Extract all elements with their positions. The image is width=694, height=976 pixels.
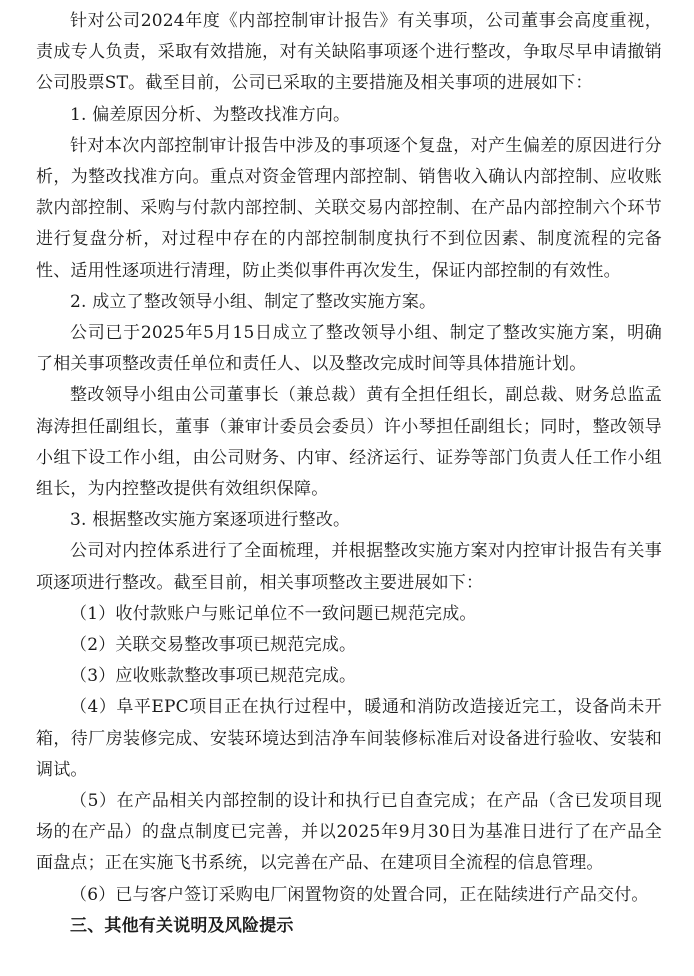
progress-item-5: （5）在产品相关内部控制的设计和执行已自查完成；在产品（含已发项目现场的在产品）的盘点制度已完善，并以2025年9月30日为基准日进行了在产品全面盘点；正在实施飞书系统，以完善在产品、在建项目全流程的信息管理。 <box>36 791 662 874</box>
leadership-group-paragraph: 整改领导小组由公司董事长（兼总裁）黄有全担任组长，副总裁、财务总监孟海涛担任副组长，董事（兼审计委员会委员）许小琴担任副组长；同时，整改领导小组下设工作小组，由公司财务、内审、经济运行、证券等部门负责人任工作小组组长，为内控整改提供有效组织保障。 <box>36 385 662 500</box>
document-page <box>36 6 662 942</box>
subheading-deviation-analysis: 1. 偏差原因分析、为整改找准方向。 <box>70 104 351 125</box>
progress-item-6: （6）已与客户签订采购电厂闲置物资的处置合同，正在陆续进行产品交付。 <box>70 884 649 905</box>
subheading-rectification-group: 2. 成立了整改领导小组、制定了整改实施方案。 <box>70 291 437 312</box>
progress-item-1: （1）收付款账户与账记单位不一致问题已规范完成。 <box>70 603 477 624</box>
section-heading-other-notes-risks: 三、其他有关说明及风险提示 <box>70 915 294 936</box>
subheading-itemized-rectification: 3. 根据整改实施方案逐项进行整改。 <box>70 510 351 531</box>
intro-paragraph: 针对公司2024年度《内部控制审计报告》有关事项，公司董事会高度重视，责成专人负责，采取有效措施，对有关缺陷事项逐个进行整改，争取尽早申请撤销公司股票ST。截至目前，公司已采取的主要措施及相关事项的进展如下： <box>36 11 662 94</box>
progress-item-3: （3）应收账款整改事项已规范完成。 <box>70 666 357 687</box>
deviation-analysis-paragraph: 针对本次内部控制审计报告中涉及的事项逐个复盘，对产生偏差的原因进行分析，为整改找准方向。重点对资金管理内部控制、销售收入确认内部控制、应收账款内部控制、采购与付款内部控制、关联交易内部控制、在产品内部控制六个环节进行复盘分析，对过程中存在的内部控制制度执行不到位因素、制度流程的完备性、适用性逐项进行清理，防止类似事件再次发生，保证内部控制的有效性。 <box>36 135 662 281</box>
progress-item-4: （4）阜平EPC项目正在执行过程中，暖通和消防改造接近完工，设备尚未开箱，待厂房装修完成、安装环境达到洁净车间装修标准后对设备进行验收、安装和调试。 <box>36 697 662 780</box>
itemized-rectification-paragraph: 公司对内控体系进行了全面梳理，并根据整改实施方案对内控审计报告有关事项逐项进行整改。截至目前，相关事项整改主要进展如下： <box>36 541 662 593</box>
progress-item-2: （2）关联交易整改事项已规范完成。 <box>70 635 357 656</box>
rectification-group-paragraph: 公司已于2025年5月15日成立了整改领导小组、制定了整改实施方案，明确了相关事项整改责任单位和责任人、以及整改完成时间等具体措施计划。 <box>36 323 662 375</box>
